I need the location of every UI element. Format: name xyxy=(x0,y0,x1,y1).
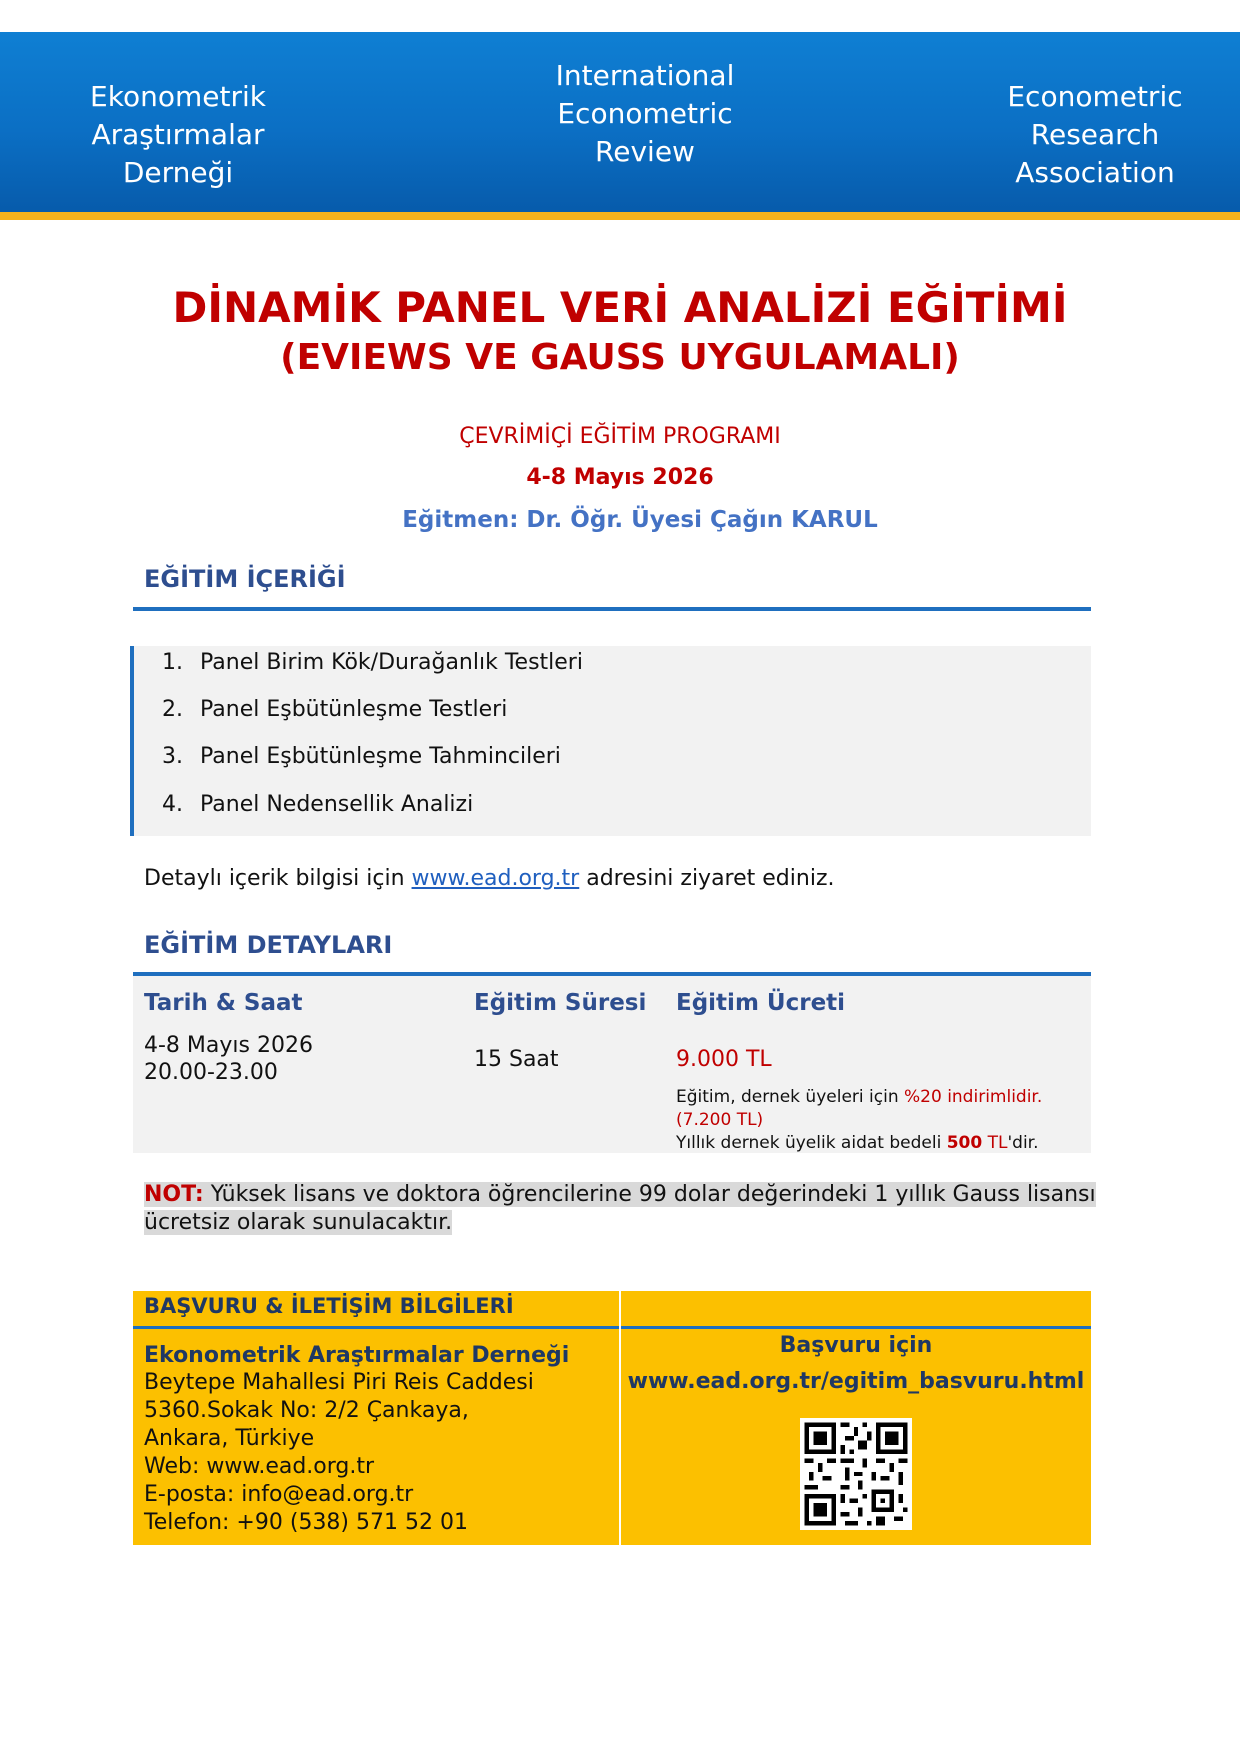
col-header-duration: Eğitim Süresi xyxy=(474,990,647,1016)
detail-suffix: adresini ziyaret ediniz. xyxy=(579,866,835,891)
list-item-label: Panel Birim Kök/Durağanlık Testleri xyxy=(200,650,583,675)
qr-code-icon[interactable] xyxy=(800,1418,912,1530)
membership-suffix: 'dir. xyxy=(1007,1133,1039,1153)
detail-date: 4-8 Mayıs 2026 xyxy=(144,1033,313,1058)
list-item-label: Panel Nedensellik Analizi xyxy=(200,792,474,817)
page-subtitle: (EVIEWS VE GAUSS UYGULAMALI) xyxy=(280,337,960,378)
list-item xyxy=(162,697,507,722)
contact-org: Ekonometrik Araştırmalar Derneği xyxy=(144,1343,570,1368)
page-title: DİNAMİK PANEL VERİ ANALİZİ EĞİTİMİ xyxy=(172,283,1068,332)
header-left-line: Derneği xyxy=(122,156,234,189)
membership-amount: 500 xyxy=(946,1133,983,1153)
list-item xyxy=(162,744,561,769)
instructor: Eğitmen: Dr. Öğr. Üyesi Çağın KARUL xyxy=(402,507,878,533)
detail-fee: 9.000 TL xyxy=(676,1047,772,1072)
header-center-line: Review xyxy=(595,135,695,168)
list-item-number: 2. xyxy=(162,697,183,722)
discount-amount: (7.200 TL) xyxy=(676,1110,764,1130)
content-list xyxy=(130,646,1091,836)
contact-heading-rule xyxy=(133,1326,1091,1329)
apply-url[interactable]: www.ead.org.tr/egitim_basvuru.html xyxy=(627,1369,1085,1394)
contact-phone: Telefon: +90 (538) 571 52 01 xyxy=(144,1510,468,1535)
header-right-line: Econometric Research xyxy=(1007,80,1183,151)
contact-email[interactable]: E-posta: info@ead.org.tr xyxy=(144,1482,414,1507)
header-center-line: International xyxy=(555,59,735,92)
list-item xyxy=(162,650,583,675)
detail-duration: 15 Saat xyxy=(474,1047,559,1072)
content-heading-rule xyxy=(133,607,1091,611)
membership-currency: TL xyxy=(982,1133,1008,1153)
header-right-line: Association xyxy=(1015,156,1175,189)
content-detail-text xyxy=(144,866,834,891)
note-line2: ücretsiz olarak sunulacaktır. xyxy=(144,1210,453,1235)
contact-address-3: Ankara, Türkiye xyxy=(144,1426,315,1451)
ead-website-link[interactable]: www.ead.org.tr xyxy=(411,866,580,891)
membership-prefix: Yıllık dernek üyelik aidat bedeli xyxy=(676,1133,947,1153)
detail-time: 20.00-23.00 xyxy=(144,1060,278,1085)
note-line1: Yüksek lisans ve doktora öğrencilerine 99 dolar değerindeki 1 yıllık Gauss lisansı xyxy=(203,1182,1096,1207)
col-header-fee: Eğitim Ücreti xyxy=(676,990,846,1016)
note-label: NOT: xyxy=(144,1182,204,1207)
discount-value: %20 indirimlidir. xyxy=(904,1087,1043,1107)
header-right-org xyxy=(950,78,1240,192)
content-heading: EĞİTİM İÇERİĞİ xyxy=(144,565,346,593)
program-dates: 4-8 Mayıs 2026 xyxy=(526,465,714,490)
header-center-journal xyxy=(530,57,760,171)
detail-prefix: Detaylı içerik bilgisi için xyxy=(144,866,412,891)
contact-address-2: 5360.Sokak No: 2/2 Çankaya, xyxy=(144,1398,469,1423)
contact-address-1: Beytepe Mahallesi Piri Reis Caddesi xyxy=(144,1370,534,1395)
list-item-number: 4. xyxy=(162,792,183,817)
col-header-date: Tarih & Saat xyxy=(144,990,303,1016)
list-item-label: Panel Eşbütünleşme Testleri xyxy=(200,697,508,722)
contact-web[interactable]: Web: www.ead.org.tr xyxy=(144,1454,375,1479)
list-item-number: 3. xyxy=(162,744,183,769)
student-note xyxy=(144,1181,1096,1237)
header-accent-stripe xyxy=(0,212,1240,220)
contact-column-divider xyxy=(619,1291,621,1545)
apply-label: Başvuru için xyxy=(779,1333,933,1358)
discount-note xyxy=(676,1086,1042,1109)
membership-note xyxy=(676,1132,1039,1155)
details-heading: EĞİTİM DETAYLARI xyxy=(144,931,393,959)
list-item xyxy=(162,792,473,817)
header-center-line: Econometric xyxy=(557,97,733,130)
list-item-number: 1. xyxy=(162,650,183,675)
discount-prefix: Eğitim, dernek üyeleri için xyxy=(676,1087,904,1107)
header-left-org xyxy=(18,78,338,192)
list-item-label: Panel Eşbütünleşme Tahmincileri xyxy=(200,744,561,769)
contact-heading: BAŞVURU & İLETİŞİM BİLGİLERİ xyxy=(144,1294,514,1318)
header-left-line: Ekonometrik Araştırmalar xyxy=(90,80,266,151)
program-type: ÇEVRİMİÇİ EĞİTİM PROGRAMI xyxy=(459,424,781,449)
